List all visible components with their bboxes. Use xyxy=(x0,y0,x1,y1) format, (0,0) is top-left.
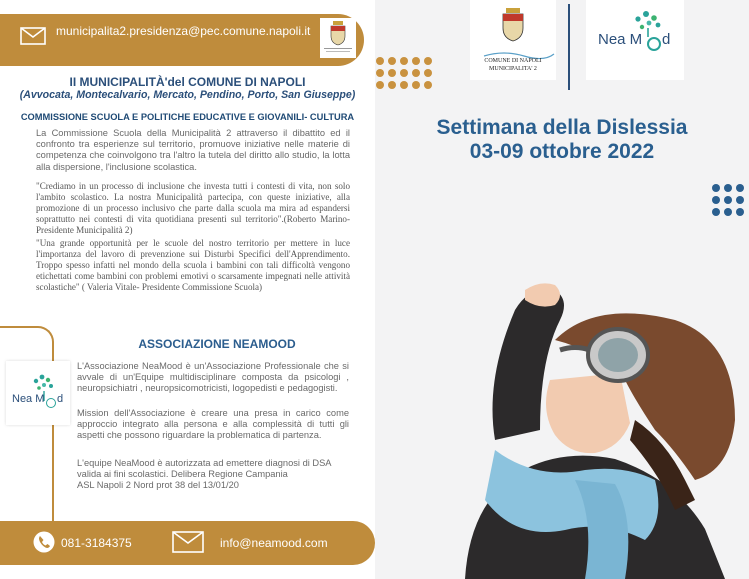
phone-icon xyxy=(33,531,55,553)
child-aviator-photo xyxy=(455,280,749,579)
association-protocol: ASL Napoli 2 Nord prot 38 del 13/01/20 xyxy=(77,480,239,490)
neamood-large-text-right: d xyxy=(662,31,671,48)
neamood-logo-oo xyxy=(46,398,56,408)
neamood-logo-text-left: Nea M xyxy=(12,393,45,405)
quote-president: "Crediamo in un processo di inclusione che investa tutti i contesti di vita, non solo l'ambito scolastico. La nostra Municipalità partecipa, con queste iniziative, alla promozione di un processo inclusivo che parte dalla scuola ma mira ad espandersi soprattutto nei contesti di vita quotidiana presenti sul territorio".(Roberto Marino- Presidente Municipalità 2) xyxy=(36,181,350,235)
mail-icon xyxy=(20,27,46,45)
napoli-logo-line1: COMUNE DI NAPOLI xyxy=(484,58,542,64)
event-dates: 03-09 ottobre 2022 xyxy=(469,140,655,163)
napoli-logo-line2: MUNICIPALITA' 2 xyxy=(489,66,537,72)
association-mission: Mission dell'Associazione è creare una presa in carico come approccio integrato alla persona e alla complessità di tutti gli aspetti che possono riguardare la problematica di partenza. xyxy=(77,408,349,441)
neamood-large-oo xyxy=(647,37,661,51)
association-authorization: L'equipe NeaMood è autorizzata ad emettere diagnosi di DSA valida ai fini scolastici. Delibera Regione Campania xyxy=(77,458,331,480)
napoli-logo xyxy=(470,0,556,80)
decor-dots-blue xyxy=(712,184,748,220)
logo-divider xyxy=(568,4,570,90)
commission-intro: La Commissione Scuola della Municipalità 2 attraverso il dibattito ed il confronto tra esperienze sul territorio, promuove iniziative nelle materie di competenza che coinvolgono tra l'altro la tutela del diritto allo studio, la lotta alla dispersione, l'inclusione scolastica. xyxy=(36,128,350,172)
header-bar xyxy=(0,14,364,66)
footer-phone[interactable]: 081-3184375 xyxy=(61,536,132,550)
neamood-logo-text-right: d xyxy=(57,393,64,405)
crest-icon xyxy=(320,18,356,58)
municipality-subtitle: (Avvocata, Montecalvario, Mercato, Pendino, Porto, San Giuseppe) xyxy=(19,89,356,101)
neamood-logo-box xyxy=(6,361,70,425)
decor-outline xyxy=(0,326,54,528)
footer-mail-icon xyxy=(172,531,204,553)
municipality-logo-small xyxy=(320,18,356,58)
footer-email[interactable]: info@neamood.com xyxy=(220,536,328,550)
decor-dots-gold xyxy=(376,57,436,93)
municipality-title: II MUNICIPALITÀ'del COMUNE DI NAPOLI xyxy=(69,75,306,89)
association-description: L'Associazione NeaMood è un'Associazione Professionale che si avvale di un'Equipe multidisciplinare composta da psicologi , neuropsichiatri , neuropsicomotricisti, logopedisti e pedagogisti. xyxy=(77,361,349,394)
association-title: ASSOCIAZIONE NEAMOOD xyxy=(138,337,296,351)
neamood-large-text-left: Nea M xyxy=(598,31,643,48)
quote-commission: "Una grande opportunità per le scuole del nostro territorio per mettere in luce l'importanza del lavoro di prevenzione sui Disturbi Specifici dell'Apprendimento. Troppo spesso infatti nel mondo della scuola i bambini con tali difficoltà vengono etichettati come bambini con problemi emotivi o scarsamente impegnati nelle attività scolastiche" ( Valeria Vitale- Presidente Commissione Scuola) xyxy=(36,238,350,292)
header-email[interactable]: municipalita2.presidenza@pec.comune.napoli.it xyxy=(56,24,311,38)
neamood-logo-large xyxy=(586,0,684,80)
commission-title: COMMISSIONE SCUOLA E POLITICHE EDUCATIVE E GIOVANILI- CULTURA xyxy=(20,112,355,122)
event-title: Settimana della Dislessia xyxy=(436,116,688,139)
